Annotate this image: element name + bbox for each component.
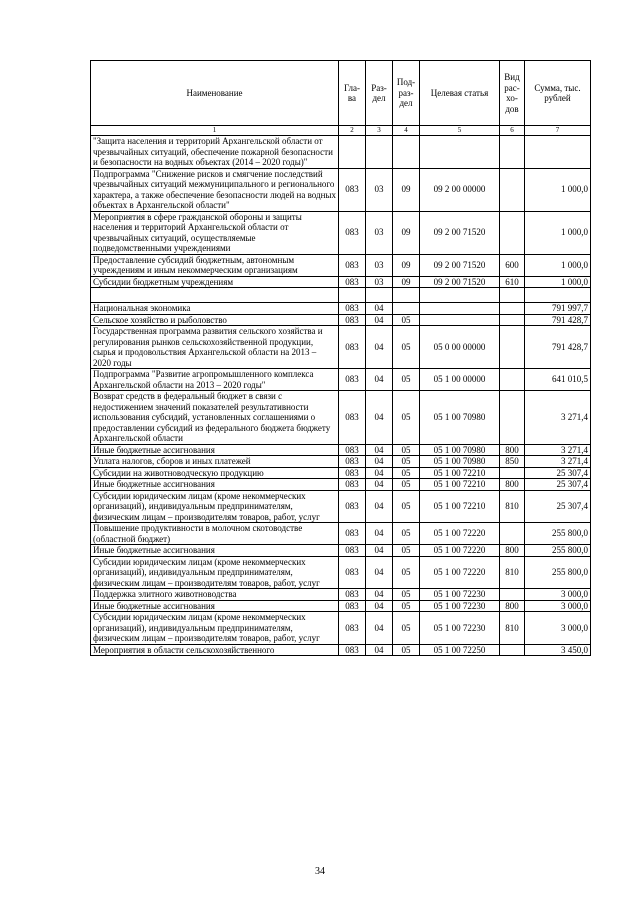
cell-chapter: 083 — [339, 168, 366, 211]
cell-target — [420, 314, 500, 326]
cell-subsection: 09 — [393, 254, 420, 276]
cell-sum: 25 307,4 — [525, 490, 591, 523]
cell-sum: 25 307,4 — [525, 467, 591, 479]
cell-subsection: 05 — [393, 391, 420, 445]
table-row — [91, 288, 591, 303]
table-row — [91, 556, 591, 589]
cell-type — [500, 369, 525, 391]
cell-chapter: 083 — [339, 612, 366, 645]
cell-name: Мероприятия в области сельскохозяйственного — [91, 644, 339, 656]
table-row — [91, 314, 591, 326]
column-number: 3 — [366, 126, 393, 136]
cell-chapter: 083 — [339, 211, 366, 254]
cell-type — [500, 136, 525, 169]
cell-section: 04 — [366, 303, 393, 315]
table-row — [91, 168, 591, 211]
cell-target — [420, 288, 500, 303]
cell-chapter: 083 — [339, 369, 366, 391]
cell-subsection — [393, 303, 420, 315]
cell-name: Иные бюджетные ассигнования — [91, 479, 339, 491]
cell-target: 05 1 00 72220 — [420, 523, 500, 545]
cell-subsection — [393, 288, 420, 303]
cell-name: "Защита населения и территорий Архангельской области от чрезвычайных ситуаций, обеспечение пожарной безопасности и безопасности на водных объектах (2014 – 2020 годы)" — [91, 136, 339, 169]
cell-target: 09 2 00 00000 — [420, 168, 500, 211]
cell-name: Субсидии на животноводческую продукцию — [91, 467, 339, 479]
cell-type — [500, 314, 525, 326]
cell-section: 04 — [366, 444, 393, 456]
table-body — [91, 136, 591, 656]
table-row — [91, 276, 591, 288]
cell-subsection: 09 — [393, 276, 420, 288]
cell-target — [420, 303, 500, 315]
cell-chapter — [339, 288, 366, 303]
cell-type — [500, 168, 525, 211]
table-row — [91, 303, 591, 315]
page-number: 34 — [315, 866, 325, 877]
budget-table — [90, 60, 591, 656]
cell-type: 850 — [500, 456, 525, 468]
cell-name: Субсидии юридическим лицам (кроме некоммерческих организаций), индивидуальным предпринимателям, физическим лицам – производителям товаров, работ, услуг — [91, 612, 339, 645]
cell-subsection: 05 — [393, 479, 420, 491]
cell-type — [500, 589, 525, 601]
cell-name: Поддержка элитного животноводства — [91, 589, 339, 601]
table-row — [91, 490, 591, 523]
cell-chapter: 083 — [339, 545, 366, 557]
cell-subsection: 05 — [393, 369, 420, 391]
cell-sum: 1 000,0 — [525, 211, 591, 254]
cell-sum: 1 000,0 — [525, 276, 591, 288]
cell-chapter: 083 — [339, 326, 366, 369]
cell-name: Возврат средств в федеральный бюджет в связи с недостижением значений показателей результативности использования субсидий, установленных соглашениями о предоставлении субсидий из федерального бюджета бюджету Архангельской области — [91, 391, 339, 445]
cell-type — [500, 467, 525, 479]
cell-section: 04 — [366, 479, 393, 491]
cell-section: 04 — [366, 589, 393, 601]
cell-type — [500, 288, 525, 303]
cell-target: 05 1 00 00000 — [420, 369, 500, 391]
header-section: Раз-дел — [366, 61, 393, 126]
cell-type: 610 — [500, 276, 525, 288]
cell-type — [500, 644, 525, 656]
header-target: Целевая статья — [420, 61, 500, 126]
cell-section: 04 — [366, 644, 393, 656]
cell-sum: 3 271,4 — [525, 444, 591, 456]
table-row — [91, 600, 591, 612]
cell-subsection — [393, 136, 420, 169]
cell-subsection: 05 — [393, 612, 420, 645]
cell-sum — [525, 288, 591, 303]
cell-name: Уплата налогов, сборов и иных платежей — [91, 456, 339, 468]
cell-name — [91, 288, 339, 303]
cell-subsection: 05 — [393, 326, 420, 369]
cell-subsection: 05 — [393, 523, 420, 545]
cell-target: 05 1 00 72210 — [420, 467, 500, 479]
cell-section: 03 — [366, 276, 393, 288]
cell-name: Подпрограмма "Снижение рисков и смягчение последствий чрезвычайных ситуаций межмуниципального и регионального характера, а также обеспечение безопасности людей на водных объектах в Архангельской области" — [91, 168, 339, 211]
cell-name: Иные бюджетные ассигнования — [91, 444, 339, 456]
cell-name: Мероприятия в сфере гражданской обороны и защиты населения и территорий Архангельской области от чрезвычайных ситуаций, осуществляемые подведомственными учреждениями — [91, 211, 339, 254]
cell-name: Иные бюджетные ассигнования — [91, 545, 339, 557]
cell-subsection: 05 — [393, 490, 420, 523]
table-row — [91, 644, 591, 656]
cell-chapter: 083 — [339, 303, 366, 315]
cell-type — [500, 326, 525, 369]
table-row — [91, 479, 591, 491]
cell-target: 05 1 00 72210 — [420, 479, 500, 491]
cell-chapter: 083 — [339, 276, 366, 288]
cell-section — [366, 136, 393, 169]
cell-section: 04 — [366, 326, 393, 369]
cell-section: 03 — [366, 211, 393, 254]
table-row — [91, 254, 591, 276]
cell-sum: 3 000,0 — [525, 612, 591, 645]
cell-sum: 1 000,0 — [525, 254, 591, 276]
cell-subsection: 09 — [393, 211, 420, 254]
cell-subsection: 05 — [393, 600, 420, 612]
header-sum: Сумма, тыс. рублей — [525, 61, 591, 126]
cell-section: 04 — [366, 467, 393, 479]
cell-chapter: 083 — [339, 556, 366, 589]
cell-type: 810 — [500, 490, 525, 523]
cell-type: 800 — [500, 479, 525, 491]
cell-name: Субсидии бюджетным учреждениям — [91, 276, 339, 288]
cell-sum: 25 307,4 — [525, 479, 591, 491]
cell-section: 04 — [366, 545, 393, 557]
cell-target: 05 0 00 00000 — [420, 326, 500, 369]
cell-type: 810 — [500, 612, 525, 645]
cell-subsection: 09 — [393, 168, 420, 211]
cell-chapter: 083 — [339, 479, 366, 491]
cell-target: 05 1 00 72230 — [420, 589, 500, 601]
cell-subsection: 05 — [393, 556, 420, 589]
cell-target: 05 1 00 72210 — [420, 490, 500, 523]
cell-section: 04 — [366, 456, 393, 468]
cell-sum: 1 000,0 — [525, 168, 591, 211]
header-chapter: Гла-ва — [339, 61, 366, 126]
cell-sum: 791 997,7 — [525, 303, 591, 315]
cell-section: 03 — [366, 168, 393, 211]
cell-target — [420, 136, 500, 169]
cell-target: 05 1 00 72220 — [420, 556, 500, 589]
cell-section: 04 — [366, 600, 393, 612]
table-row — [91, 136, 591, 169]
cell-subsection: 05 — [393, 589, 420, 601]
table-row — [91, 523, 591, 545]
cell-type: 800 — [500, 545, 525, 557]
table-row — [91, 456, 591, 468]
cell-chapter: 083 — [339, 254, 366, 276]
cell-section: 04 — [366, 556, 393, 589]
cell-name: Государственная программа развития сельского хозяйства и регулирования рынков сельскохозяйственной продукции, сырья и продовольствия Архангельской области на 2013 – 2020 годы — [91, 326, 339, 369]
table-row — [91, 391, 591, 445]
cell-sum: 791 428,7 — [525, 314, 591, 326]
cell-name: Иные бюджетные ассигнования — [91, 600, 339, 612]
column-number: 6 — [500, 126, 525, 136]
table-row — [91, 589, 591, 601]
cell-target: 09 2 00 71520 — [420, 276, 500, 288]
cell-name: Субсидии юридическим лицам (кроме некоммерческих организаций), индивидуальным предпринимателям, физическим лицам – производителям товаров, работ, услуг — [91, 490, 339, 523]
cell-target: 09 2 00 71520 — [420, 211, 500, 254]
column-number: 4 — [393, 126, 420, 136]
cell-section — [366, 288, 393, 303]
cell-sum: 791 428,7 — [525, 326, 591, 369]
column-number: 7 — [525, 126, 591, 136]
cell-subsection: 05 — [393, 545, 420, 557]
table-row — [91, 545, 591, 557]
table-row — [91, 369, 591, 391]
table-row — [91, 326, 591, 369]
cell-target: 05 1 00 72220 — [420, 545, 500, 557]
header-name: Наименование — [91, 61, 339, 126]
table-row — [91, 467, 591, 479]
cell-target: 05 1 00 70980 — [420, 444, 500, 456]
cell-sum: 3 000,0 — [525, 589, 591, 601]
header-expense-type: Вид рас-хо-дов — [500, 61, 525, 126]
cell-chapter: 083 — [339, 391, 366, 445]
cell-target: 05 1 00 70980 — [420, 391, 500, 445]
cell-section: 04 — [366, 391, 393, 445]
cell-sum: 3 000,0 — [525, 600, 591, 612]
cell-sum: 641 010,5 — [525, 369, 591, 391]
table-header — [91, 61, 591, 136]
cell-target: 09 2 00 71520 — [420, 254, 500, 276]
cell-section: 04 — [366, 314, 393, 326]
cell-type — [500, 303, 525, 315]
cell-chapter: 083 — [339, 490, 366, 523]
cell-subsection: 05 — [393, 444, 420, 456]
table-row — [91, 612, 591, 645]
table-row — [91, 444, 591, 456]
cell-sum: 3 450,0 — [525, 644, 591, 656]
cell-type — [500, 391, 525, 445]
cell-sum: 3 271,4 — [525, 456, 591, 468]
cell-type: 800 — [500, 600, 525, 612]
cell-target: 05 1 00 72250 — [420, 644, 500, 656]
cell-target: 05 1 00 70980 — [420, 456, 500, 468]
cell-sum: 255 800,0 — [525, 523, 591, 545]
cell-subsection: 05 — [393, 644, 420, 656]
cell-section: 03 — [366, 254, 393, 276]
cell-type — [500, 523, 525, 545]
cell-name: Сельское хозяйство и рыболовство — [91, 314, 339, 326]
cell-sum: 255 800,0 — [525, 545, 591, 557]
cell-type — [500, 211, 525, 254]
cell-chapter — [339, 136, 366, 169]
cell-section: 04 — [366, 369, 393, 391]
cell-chapter: 083 — [339, 589, 366, 601]
cell-chapter: 083 — [339, 600, 366, 612]
cell-name: Субсидии юридическим лицам (кроме некоммерческих организаций), индивидуальным предпринимателям, физическим лицам – производителям товаров, работ, услуг — [91, 556, 339, 589]
cell-chapter: 083 — [339, 314, 366, 326]
column-number: 2 — [339, 126, 366, 136]
cell-name: Подпрограмма "Развитие агропромышленного комплекса Архангельской области на 2013 – 2020 годы" — [91, 369, 339, 391]
column-number: 1 — [91, 126, 339, 136]
cell-subsection: 05 — [393, 456, 420, 468]
cell-chapter: 083 — [339, 444, 366, 456]
table-row — [91, 211, 591, 254]
cell-type: 810 — [500, 556, 525, 589]
cell-type: 600 — [500, 254, 525, 276]
cell-section: 04 — [366, 523, 393, 545]
cell-sum: 255 800,0 — [525, 556, 591, 589]
cell-chapter: 083 — [339, 644, 366, 656]
cell-sum — [525, 136, 591, 169]
cell-chapter: 083 — [339, 467, 366, 479]
cell-chapter: 083 — [339, 456, 366, 468]
cell-chapter: 083 — [339, 523, 366, 545]
cell-name: Предоставление субсидий бюджетным, автономным учреждениям и иным некоммерческим организациям — [91, 254, 339, 276]
cell-section: 04 — [366, 612, 393, 645]
cell-section: 04 — [366, 490, 393, 523]
cell-type: 800 — [500, 444, 525, 456]
cell-subsection: 05 — [393, 314, 420, 326]
cell-target: 05 1 00 72230 — [420, 612, 500, 645]
column-number: 5 — [420, 126, 500, 136]
cell-target: 05 1 00 72230 — [420, 600, 500, 612]
cell-name: Повышение продуктивности в молочном скотоводстве (областной бюджет) — [91, 523, 339, 545]
header-subsection: Под-раз-дел — [393, 61, 420, 126]
cell-subsection: 05 — [393, 467, 420, 479]
cell-name: Национальная экономика — [91, 303, 339, 315]
cell-sum: 3 271,4 — [525, 391, 591, 445]
